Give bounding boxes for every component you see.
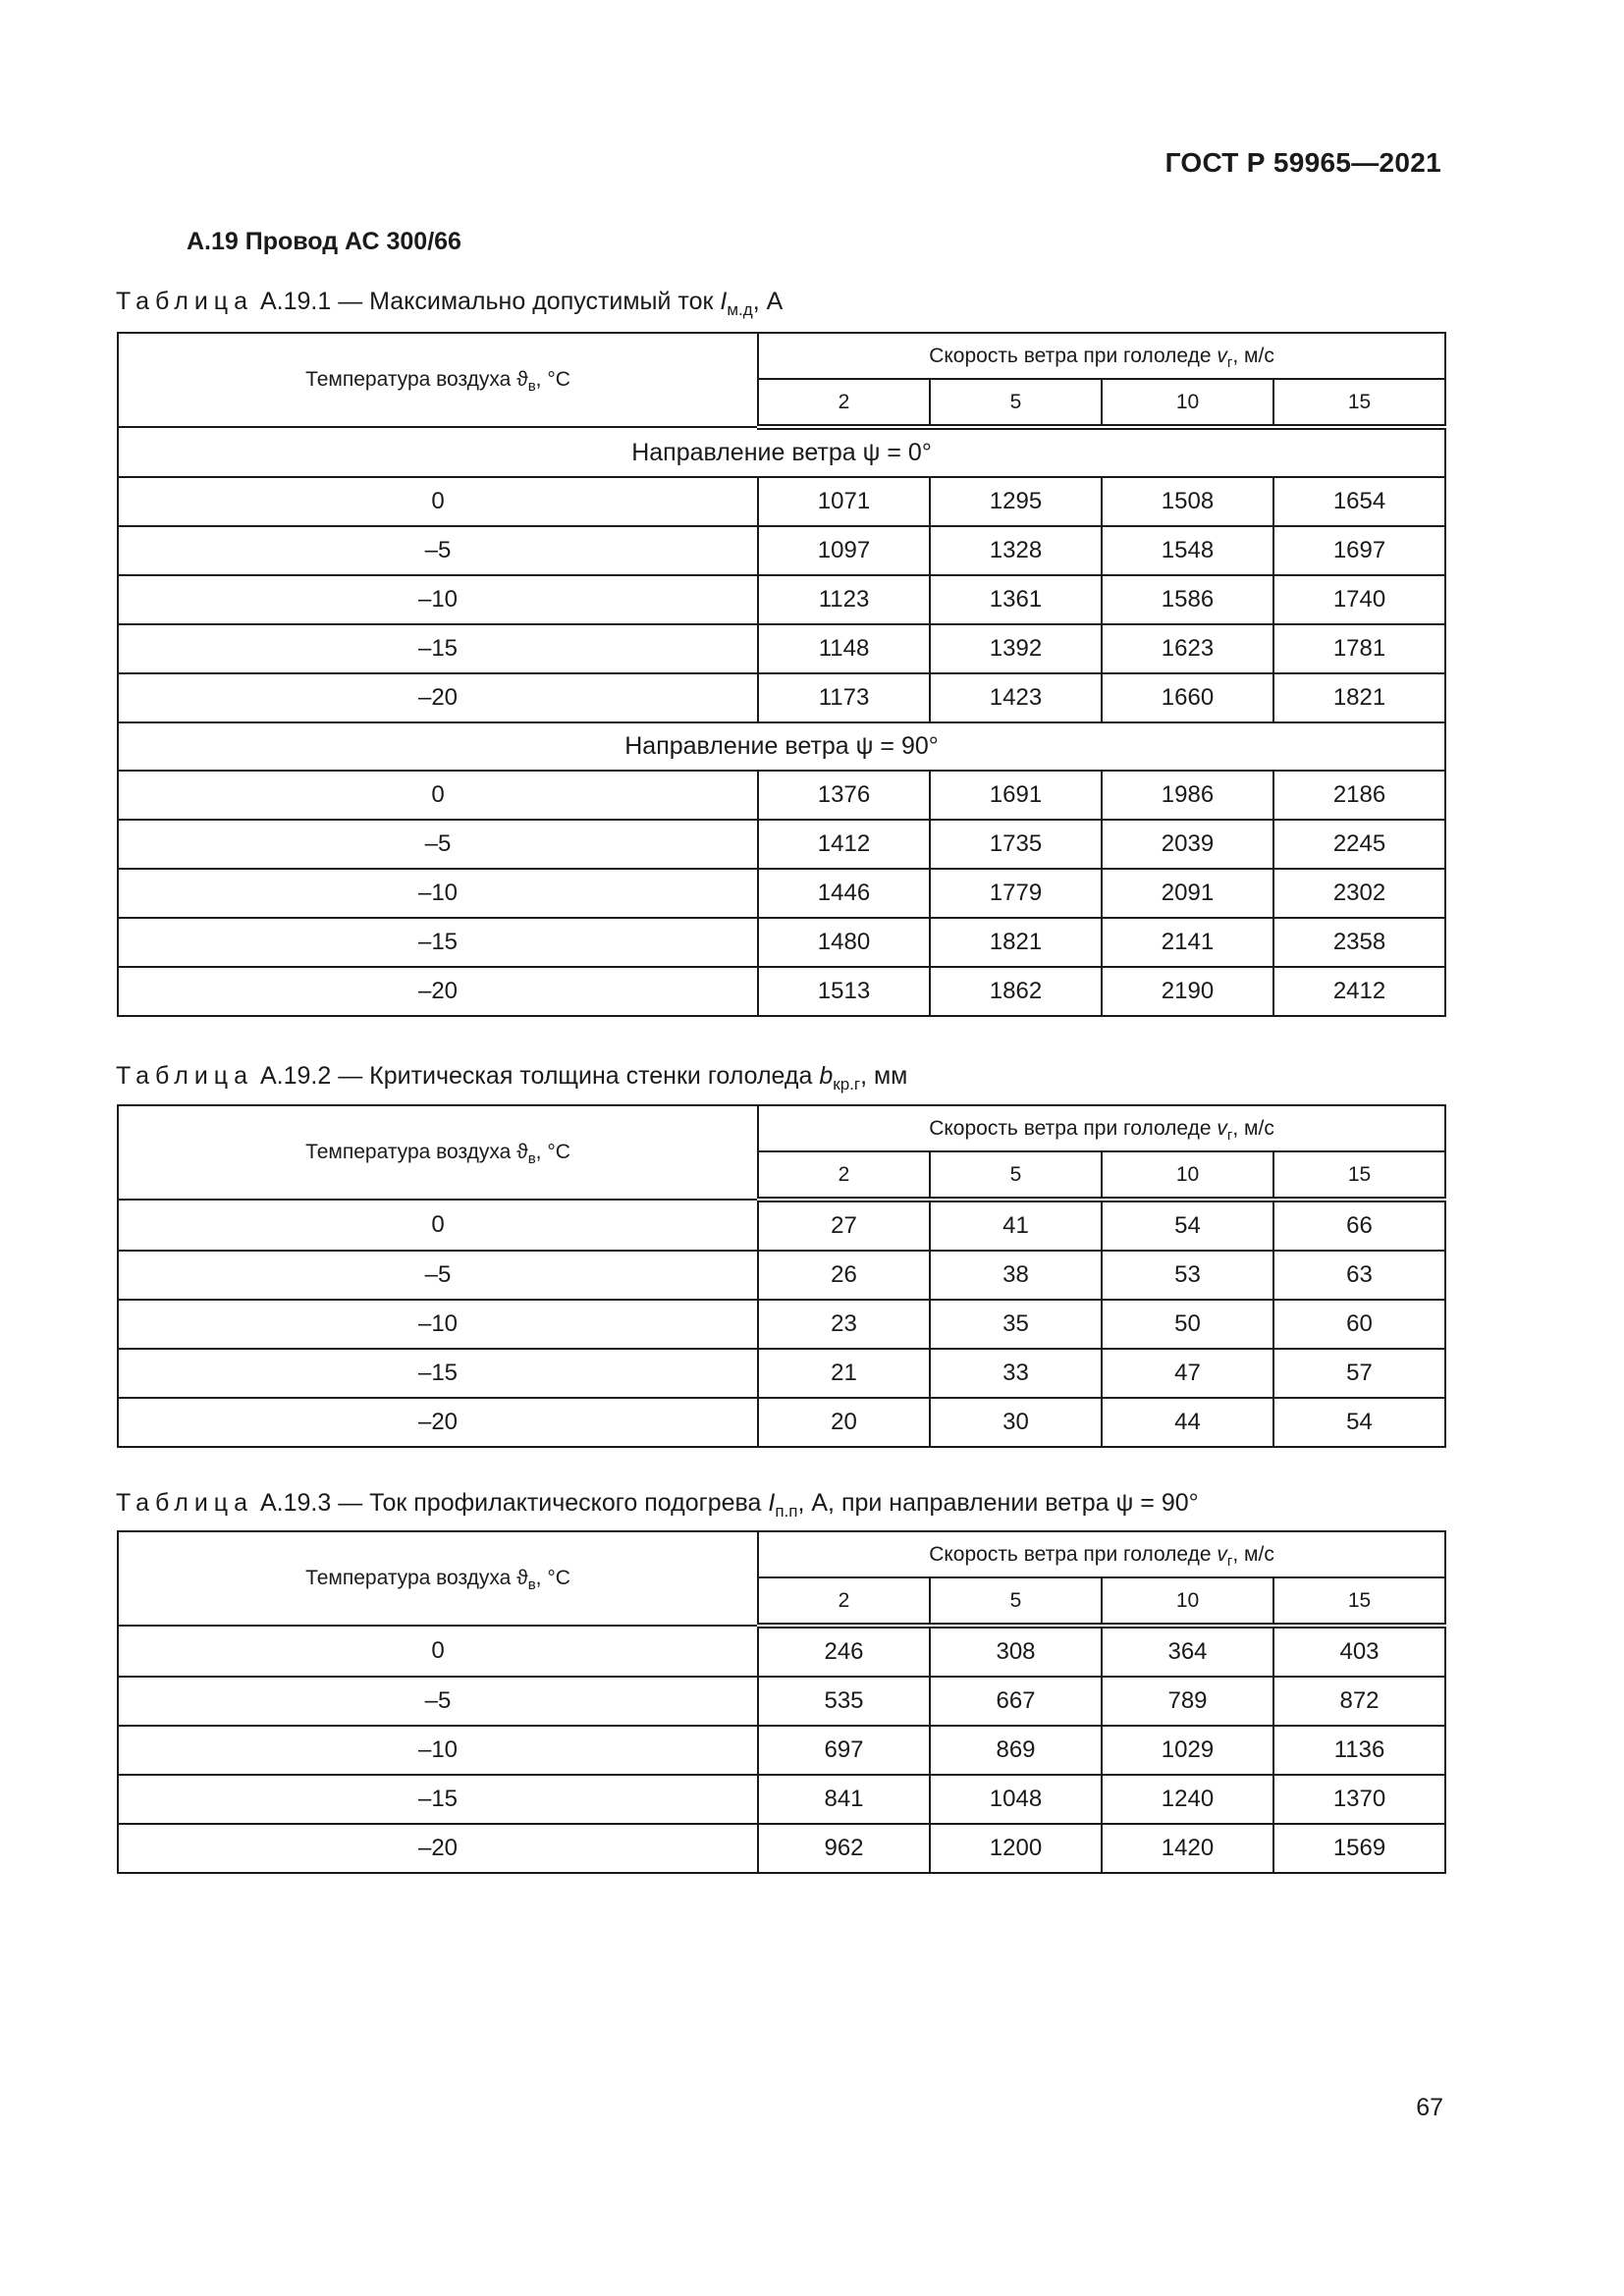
- temperature-unit: , °С: [535, 1567, 570, 1589]
- value-cell: 53: [1102, 1251, 1273, 1300]
- value-cell: 63: [1273, 1251, 1445, 1300]
- value-cell: 308: [930, 1626, 1102, 1677]
- wind-speed-value: 15: [1273, 1151, 1445, 1200]
- value-cell: 1586: [1102, 575, 1273, 624]
- temperature-cell: 0: [118, 477, 758, 526]
- temperature-cell: –10: [118, 1300, 758, 1349]
- value-cell: 2186: [1273, 771, 1445, 820]
- value-cell: 841: [758, 1775, 930, 1824]
- temperature-header: [118, 1531, 758, 1626]
- value-cell: 41: [930, 1200, 1102, 1251]
- temperature-label: Температура воздуха ϑ: [305, 1141, 528, 1163]
- value-cell: 44: [1102, 1398, 1273, 1447]
- value-cell: 54: [1273, 1398, 1445, 1447]
- value-cell: 60: [1273, 1300, 1445, 1349]
- temperature-cell: –15: [118, 1349, 758, 1398]
- temperature-cell: 0: [118, 1626, 758, 1677]
- temperature-cell: –10: [118, 575, 758, 624]
- wind-direction-label: Направление ветра ψ = 0°: [118, 427, 1445, 477]
- table-row: [118, 575, 1445, 624]
- caption-subscript: м.д: [727, 300, 753, 319]
- heating-current-table: [117, 1530, 1446, 1874]
- temperature-cell: –20: [118, 673, 758, 722]
- temperature-cell: –5: [118, 1251, 758, 1300]
- temperature-cell: –15: [118, 918, 758, 967]
- wind-speed-value: 2: [758, 1151, 930, 1200]
- temperature-label: Температура воздуха ϑ: [305, 368, 528, 391]
- value-cell: 535: [758, 1677, 930, 1726]
- wind-speed-value: 15: [1273, 379, 1445, 427]
- temperature-cell: –5: [118, 1677, 758, 1726]
- table-row: [118, 1251, 1445, 1300]
- caption-text: А.19.2 — Критическая толщина стенки гололеда: [253, 1062, 820, 1090]
- caption-variable: I: [768, 1489, 776, 1517]
- header-row: [118, 1531, 1445, 1577]
- value-cell: 1697: [1273, 526, 1445, 575]
- wind-speed-value: 15: [1273, 1577, 1445, 1626]
- page-number: 67: [1416, 2094, 1443, 2121]
- caption-text: А.19.3 — Ток профилактического подогрева: [253, 1489, 769, 1517]
- value-cell: 38: [930, 1251, 1102, 1300]
- wind-speed-subscript: г: [1226, 1552, 1233, 1570]
- value-cell: 1376: [758, 771, 930, 820]
- value-cell: 1048: [930, 1775, 1102, 1824]
- table-row: [118, 820, 1445, 869]
- caption-text: А.19.1 — Максимально допустимый ток: [253, 288, 721, 315]
- value-cell: 33: [930, 1349, 1102, 1398]
- table-row: [118, 1398, 1445, 1447]
- caption-variable: I: [720, 288, 728, 315]
- value-cell: 35: [930, 1300, 1102, 1349]
- value-cell: 1295: [930, 477, 1102, 526]
- wind-speed-header: [758, 1105, 1445, 1151]
- value-cell: 1123: [758, 575, 930, 624]
- wind-speed-label: Скорость ветра при гололеде: [929, 1116, 1218, 1140]
- table-row: [118, 869, 1445, 918]
- value-cell: 30: [930, 1398, 1102, 1447]
- wind-direction-label: Направление ветра ψ = 90°: [118, 722, 1445, 771]
- table-row: [118, 673, 1445, 722]
- table-row: [118, 1300, 1445, 1349]
- value-cell: 1173: [758, 673, 930, 722]
- wind-speed-header: [758, 1531, 1445, 1577]
- current-table: [117, 332, 1446, 1017]
- table-caption-2: [116, 1062, 908, 1094]
- caption-subscript: кр.г: [833, 1075, 861, 1094]
- value-cell: 50: [1102, 1300, 1273, 1349]
- group-row: [118, 427, 1445, 477]
- value-cell: 1420: [1102, 1824, 1273, 1873]
- value-cell: 66: [1273, 1200, 1445, 1251]
- value-cell: 403: [1273, 1626, 1445, 1677]
- value-cell: 54: [1102, 1200, 1273, 1251]
- value-cell: 1513: [758, 967, 930, 1016]
- value-cell: 27: [758, 1200, 930, 1251]
- table-row: [118, 526, 1445, 575]
- value-cell: 2358: [1273, 918, 1445, 967]
- value-cell: 1200: [930, 1824, 1102, 1873]
- header-row: [118, 1105, 1445, 1151]
- wind-speed-variable: v: [1217, 1542, 1227, 1566]
- table-row: [118, 1200, 1445, 1251]
- caption-word: Таблица: [116, 288, 254, 315]
- caption-tail: , А: [752, 288, 784, 315]
- value-cell: 869: [930, 1726, 1102, 1775]
- wind-speed-value: 10: [1102, 1577, 1273, 1626]
- table-caption-3: [116, 1489, 1199, 1521]
- wind-speed-label: Скорость ветра при гололеде: [929, 1542, 1218, 1566]
- value-cell: 1480: [758, 918, 930, 967]
- temperature-header: [118, 333, 758, 427]
- table-row: [118, 1677, 1445, 1726]
- value-cell: 2091: [1102, 869, 1273, 918]
- value-cell: 1654: [1273, 477, 1445, 526]
- table-row: [118, 918, 1445, 967]
- value-cell: 697: [758, 1726, 930, 1775]
- wind-speed-unit: , м/с: [1232, 344, 1274, 367]
- value-cell: 1412: [758, 820, 930, 869]
- caption-tail: , мм: [860, 1062, 908, 1090]
- wind-speed-value: 10: [1102, 379, 1273, 427]
- value-cell: 1328: [930, 526, 1102, 575]
- caption-tail: , А, при направлении ветра ψ = 90°: [797, 1489, 1199, 1517]
- value-cell: 47: [1102, 1349, 1273, 1398]
- value-cell: 2245: [1273, 820, 1445, 869]
- value-cell: 57: [1273, 1349, 1445, 1398]
- wind-speed-label: Скорость ветра при гололеде: [929, 344, 1218, 367]
- temperature-label: Температура воздуха ϑ: [305, 1567, 528, 1589]
- wind-speed-unit: , м/с: [1232, 1542, 1274, 1566]
- document-standard-number: ГОСТ Р 59965—2021: [1164, 147, 1441, 178]
- value-cell: 1821: [930, 918, 1102, 967]
- value-cell: 2141: [1102, 918, 1273, 967]
- temperature-cell: –15: [118, 1775, 758, 1824]
- table-row: [118, 967, 1445, 1016]
- wind-speed-header: [758, 333, 1445, 379]
- value-cell: 1660: [1102, 673, 1273, 722]
- value-cell: 667: [930, 1677, 1102, 1726]
- value-cell: 2302: [1273, 869, 1445, 918]
- value-cell: 1446: [758, 869, 930, 918]
- value-cell: 789: [1102, 1677, 1273, 1726]
- caption-word: Таблица: [116, 1489, 254, 1517]
- temperature-cell: –5: [118, 526, 758, 575]
- table-caption-1: [116, 288, 784, 319]
- value-cell: 2412: [1273, 967, 1445, 1016]
- temperature-subscript: в: [527, 1576, 536, 1593]
- temperature-cell: –5: [118, 820, 758, 869]
- value-cell: 1623: [1102, 624, 1273, 673]
- wind-speed-value: 5: [930, 1577, 1102, 1626]
- temperature-cell: –20: [118, 967, 758, 1016]
- table-row: [118, 624, 1445, 673]
- temperature-subscript: в: [527, 1150, 536, 1167]
- value-cell: 2190: [1102, 967, 1273, 1016]
- temperature-cell: –10: [118, 869, 758, 918]
- ice-thickness-table: [117, 1104, 1446, 1448]
- value-cell: 1821: [1273, 673, 1445, 722]
- wind-speed-variable: v: [1217, 344, 1227, 367]
- value-cell: 2039: [1102, 820, 1273, 869]
- caption-word: Таблица: [116, 1062, 254, 1090]
- value-cell: 1508: [1102, 477, 1273, 526]
- value-cell: 1361: [930, 575, 1102, 624]
- temperature-cell: –20: [118, 1398, 758, 1447]
- value-cell: 1691: [930, 771, 1102, 820]
- table-row: [118, 1824, 1445, 1873]
- table-row: [118, 1349, 1445, 1398]
- value-cell: 26: [758, 1251, 930, 1300]
- value-cell: 1781: [1273, 624, 1445, 673]
- value-cell: 1097: [758, 526, 930, 575]
- table-row: [118, 477, 1445, 526]
- temperature-unit: , °С: [535, 1141, 570, 1163]
- value-cell: 1735: [930, 820, 1102, 869]
- value-cell: 1740: [1273, 575, 1445, 624]
- wind-speed-unit: , м/с: [1232, 1116, 1274, 1140]
- value-cell: 1148: [758, 624, 930, 673]
- value-cell: 1136: [1273, 1726, 1445, 1775]
- temperature-cell: 0: [118, 1200, 758, 1251]
- temperature-subscript: в: [527, 378, 536, 395]
- value-cell: 1862: [930, 967, 1102, 1016]
- caption-subscript: п.п: [775, 1502, 798, 1521]
- group-row: [118, 722, 1445, 771]
- value-cell: 962: [758, 1824, 930, 1873]
- value-cell: 1240: [1102, 1775, 1273, 1824]
- wind-speed-value: 2: [758, 379, 930, 427]
- temperature-cell: –20: [118, 1824, 758, 1873]
- value-cell: 1392: [930, 624, 1102, 673]
- wind-speed-subscript: г: [1226, 353, 1233, 371]
- value-cell: 20: [758, 1398, 930, 1447]
- table-row: [118, 771, 1445, 820]
- caption-variable: b: [819, 1062, 834, 1090]
- temperature-cell: –10: [118, 1726, 758, 1775]
- wind-speed-value: 10: [1102, 1151, 1273, 1200]
- temperature-header: [118, 1105, 758, 1200]
- temperature-cell: –15: [118, 624, 758, 673]
- value-cell: 364: [1102, 1626, 1273, 1677]
- table-row: [118, 1626, 1445, 1677]
- header-row: [118, 333, 1445, 379]
- wind-speed-value: 5: [930, 1151, 1102, 1200]
- value-cell: 1370: [1273, 1775, 1445, 1824]
- value-cell: 1029: [1102, 1726, 1273, 1775]
- wind-speed-value: 5: [930, 379, 1102, 427]
- value-cell: 23: [758, 1300, 930, 1349]
- table-row: [118, 1726, 1445, 1775]
- value-cell: 1548: [1102, 526, 1273, 575]
- value-cell: 1071: [758, 477, 930, 526]
- wind-speed-subscript: г: [1226, 1126, 1233, 1144]
- wind-speed-value: 2: [758, 1577, 930, 1626]
- temperature-cell: 0: [118, 771, 758, 820]
- temperature-unit: , °С: [535, 368, 570, 391]
- value-cell: 21: [758, 1349, 930, 1398]
- value-cell: 1986: [1102, 771, 1273, 820]
- wind-speed-variable: v: [1217, 1116, 1227, 1140]
- section-title: А.19 Провод АС 300/66: [187, 228, 461, 255]
- value-cell: 246: [758, 1626, 930, 1677]
- value-cell: 872: [1273, 1677, 1445, 1726]
- value-cell: 1569: [1273, 1824, 1445, 1873]
- value-cell: 1779: [930, 869, 1102, 918]
- value-cell: 1423: [930, 673, 1102, 722]
- table-row: [118, 1775, 1445, 1824]
